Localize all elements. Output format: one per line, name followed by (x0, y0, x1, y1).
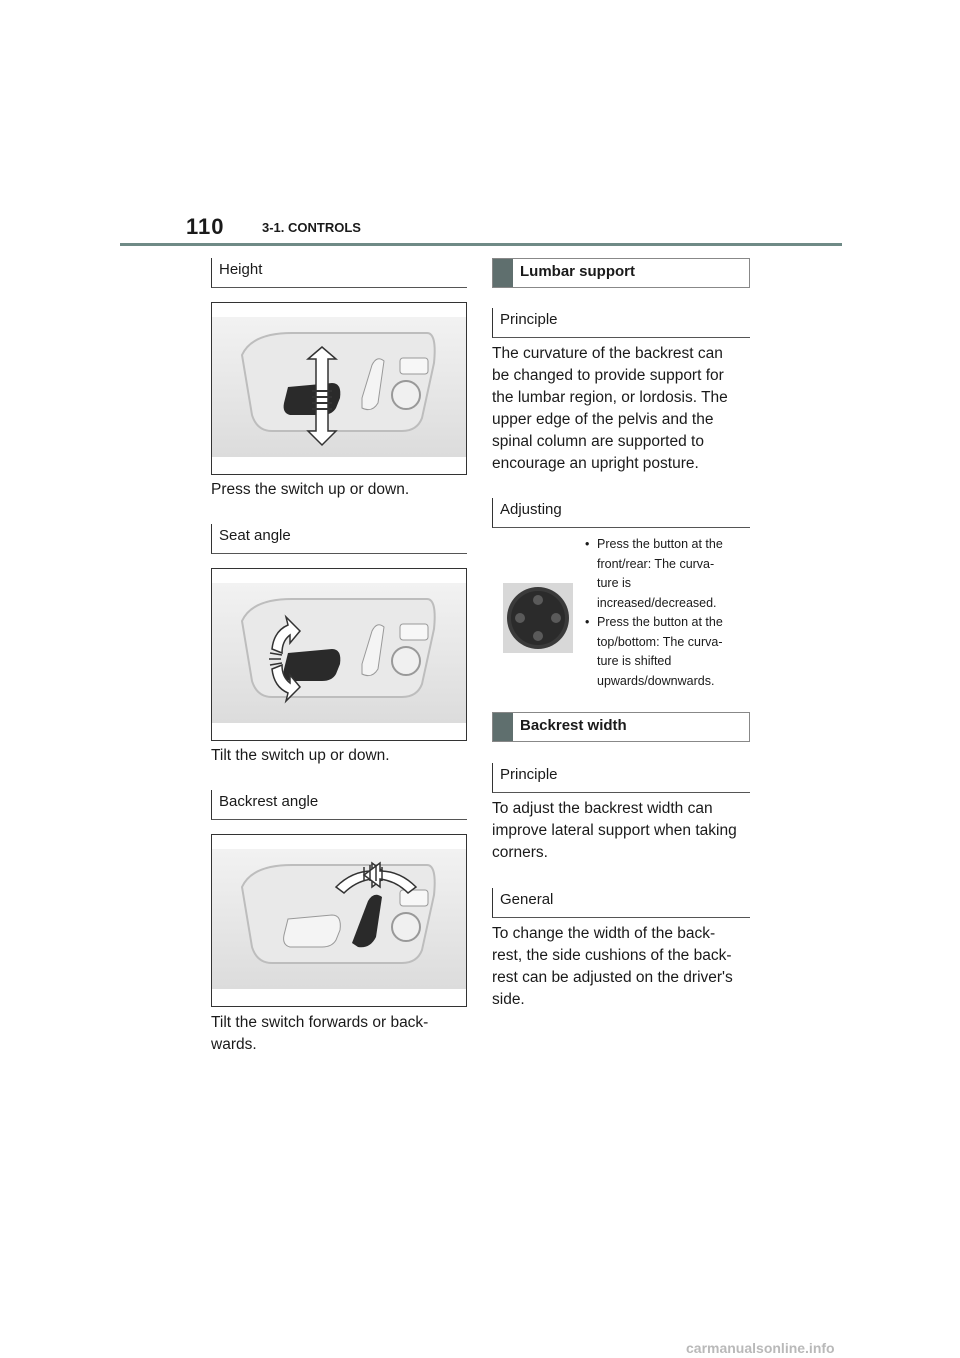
lumbar-support-title: Lumbar support (520, 263, 635, 280)
width-general-text (492, 923, 733, 1011)
seat-angle-caption: Tilt the switch up or down. (211, 747, 390, 764)
text-line: be changed to provide support for (492, 367, 724, 384)
width-general-heading: General (492, 888, 750, 918)
heading-bar (493, 713, 513, 741)
text-line: side. (492, 991, 525, 1008)
list-item (583, 613, 753, 691)
backrest-width-heading (492, 712, 750, 742)
height-heading: Height (211, 258, 467, 288)
list-line: ture is shifted (597, 654, 672, 668)
list-line: • Press the button at the (597, 615, 723, 629)
text-line: improve lateral support when taking (492, 822, 737, 839)
backrest-angle-caption-line-1: Tilt the switch forwards or back- (211, 1014, 429, 1031)
text-line: To change the width of the back- (492, 925, 716, 942)
list-line: increased/decreased. (597, 595, 717, 610)
text-line: spinal column are supported to (492, 433, 704, 450)
lumbar-button-figure (503, 583, 573, 653)
lumbar-principle-heading: Principle (492, 308, 750, 338)
lumbar-principle-text (492, 343, 728, 475)
backrest-angle-heading: Backrest angle (211, 790, 467, 820)
list-line: top/bottom: The curva- (597, 634, 723, 649)
backrest-angle-caption-line-2: wards. (211, 1036, 257, 1053)
seat-angle-heading: Seat angle (211, 524, 467, 554)
text-line: encourage an upright posture. (492, 455, 699, 472)
text-line: upper edge of the pelvis and the (492, 411, 714, 428)
width-principle-text (492, 798, 737, 864)
lumbar-support-heading (492, 258, 750, 288)
text-line: the lumbar region, or lordosis. The (492, 389, 728, 406)
height-figure (211, 302, 467, 475)
header-rule (120, 243, 842, 246)
lumbar-adjust-list (583, 535, 753, 691)
width-principle-heading: Principle (492, 763, 750, 793)
text-line: To adjust the backrest width can (492, 800, 713, 817)
heading-bar (493, 259, 513, 287)
text-line: The curvature of the backrest can (492, 345, 723, 362)
backrest-angle-figure (211, 834, 467, 1007)
backrest-angle-caption (211, 1012, 428, 1056)
text-line: rest can be adjusted on the driver's (492, 969, 733, 986)
list-line: front/rear: The curva- (597, 556, 715, 571)
backrest-width-title: Backrest width (520, 717, 627, 734)
list-line: upwards/downwards. (597, 673, 715, 688)
list-line: • Press the button at the (597, 537, 723, 551)
text-line: rest, the side cushions of the back- (492, 947, 732, 964)
page-number: 110 (186, 214, 225, 239)
list-line: ture is (597, 576, 632, 590)
watermark: carmanualsonline.info (686, 1340, 835, 1356)
section-title: 3-1. CONTROLS (262, 220, 361, 235)
height-caption: Press the switch up or down. (211, 481, 410, 498)
text-line: corners. (492, 844, 548, 861)
seat-angle-figure (211, 568, 467, 741)
lumbar-adjusting-heading: Adjusting (492, 498, 750, 528)
list-item (583, 535, 753, 613)
